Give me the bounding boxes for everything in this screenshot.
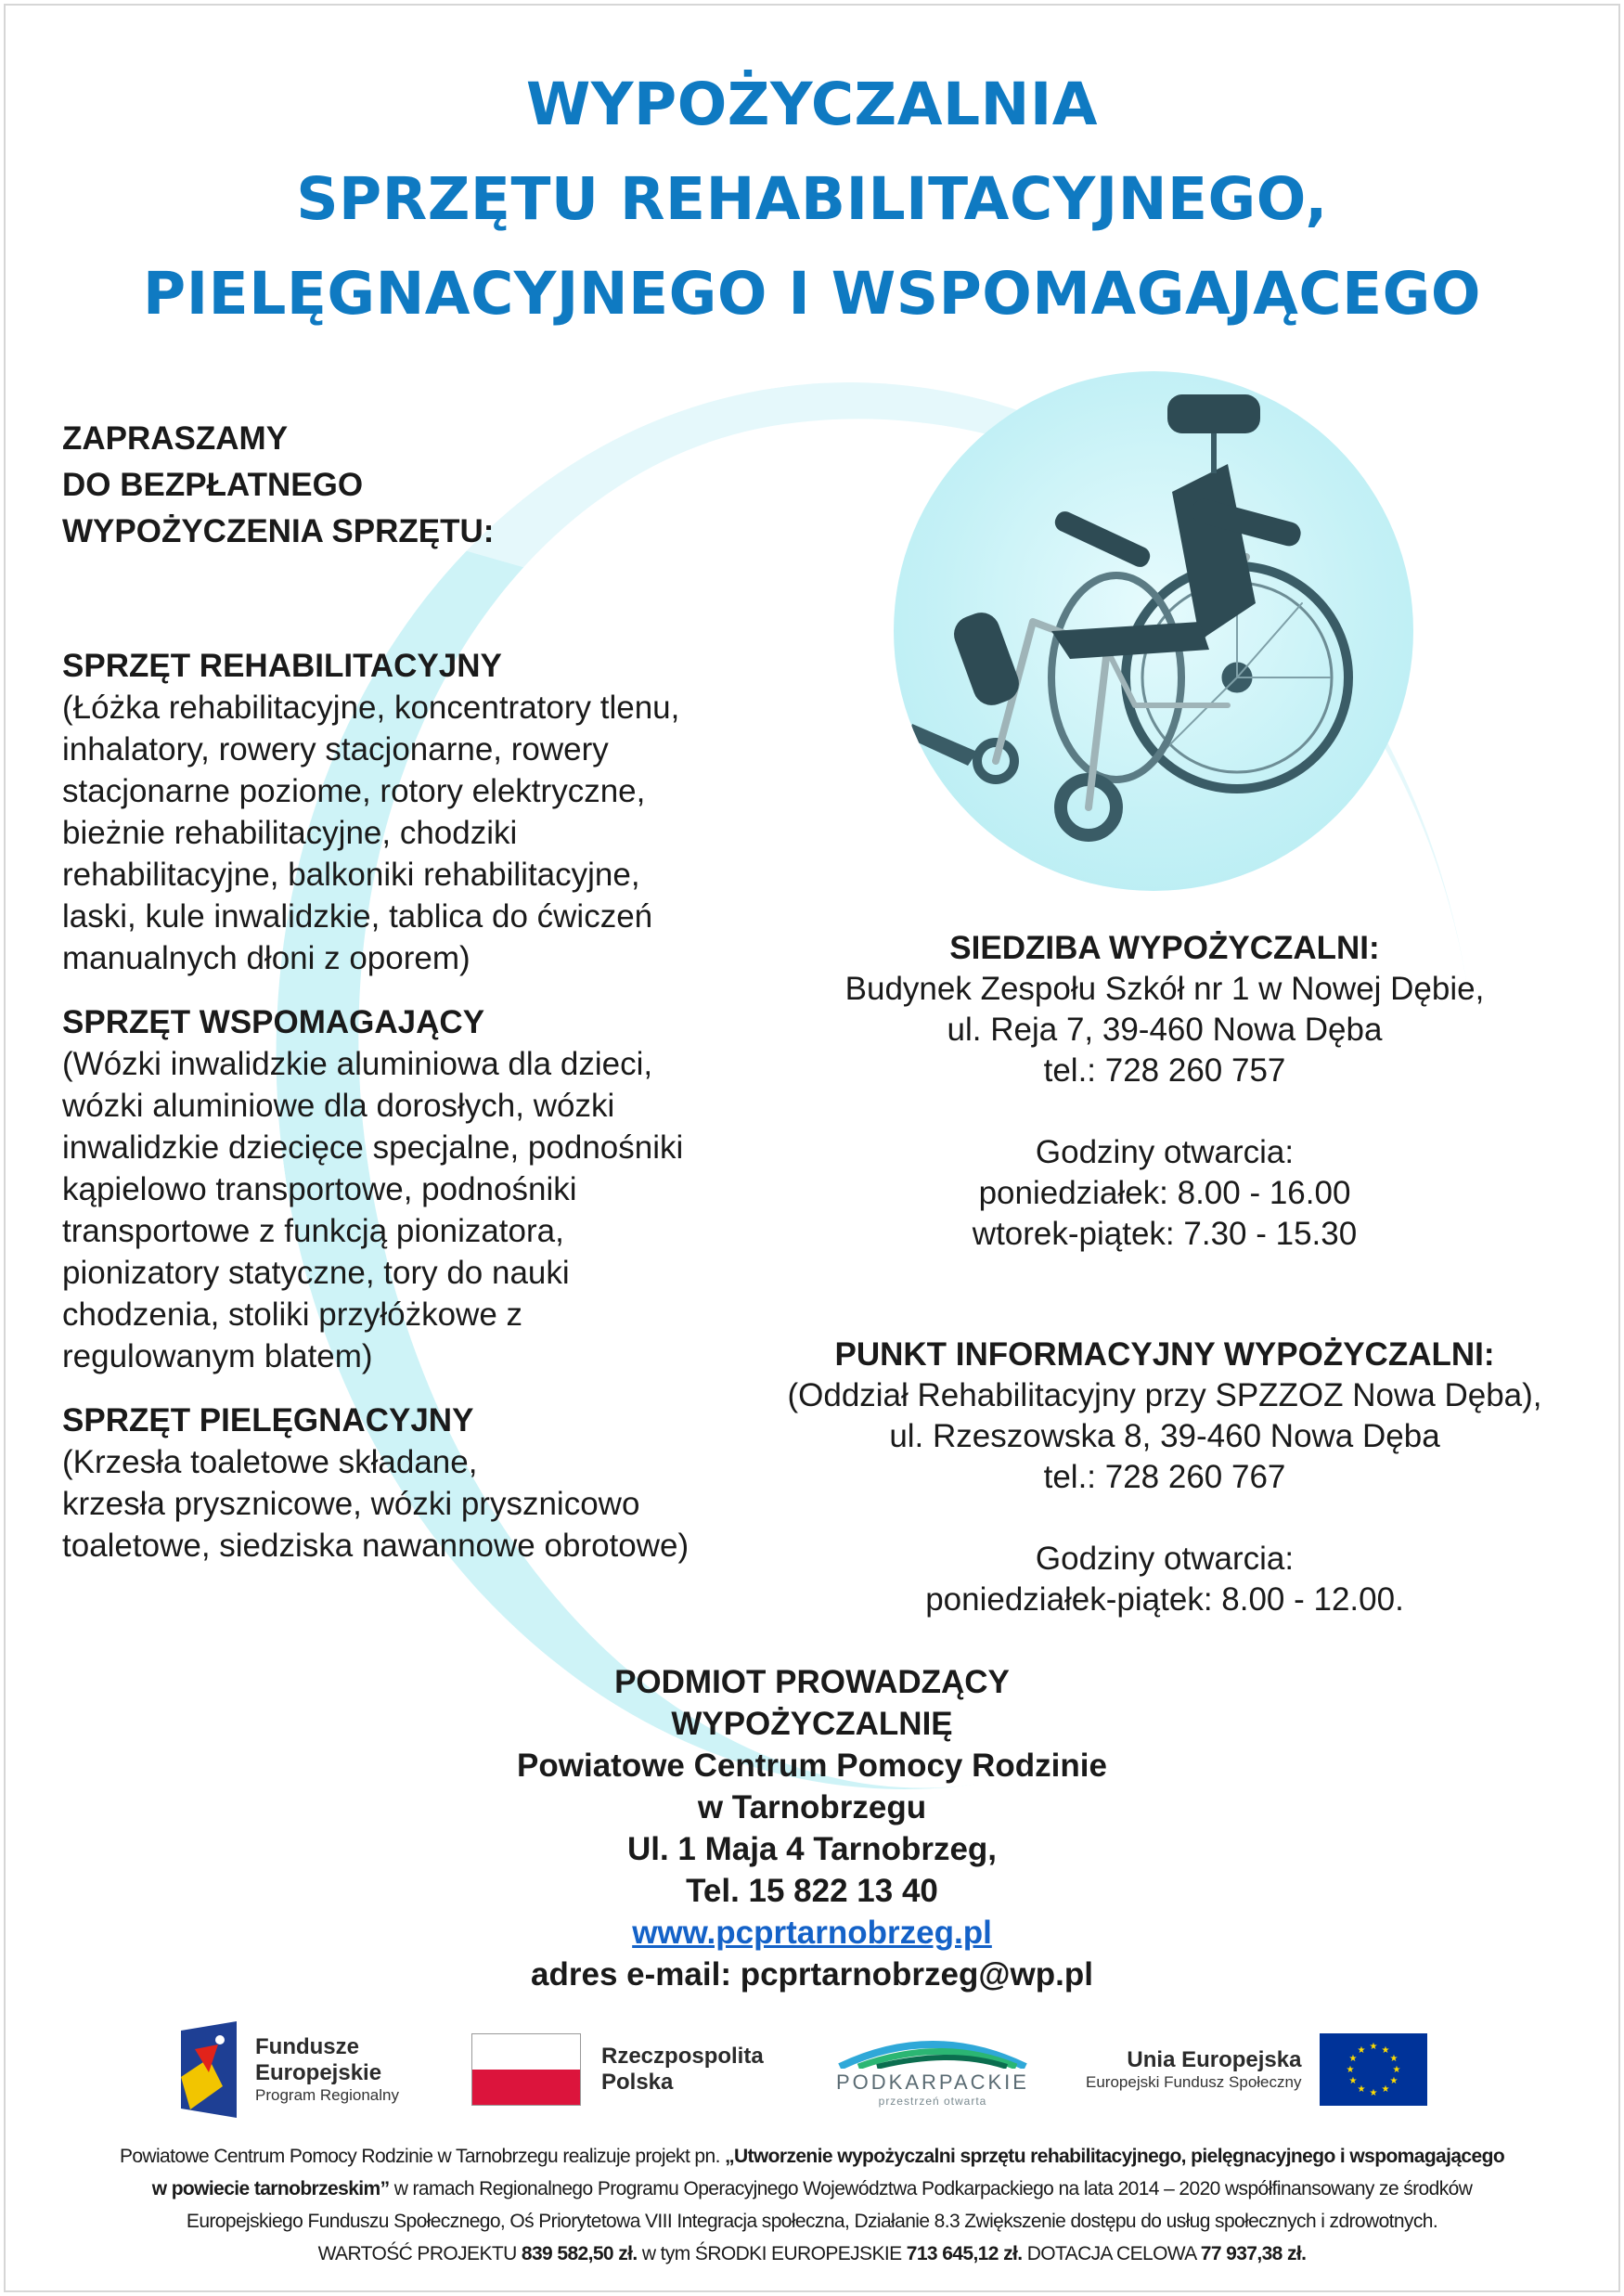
- wheelchair-photo: [894, 371, 1413, 891]
- seat-address-line: ul. Reja 7, 39-460 Nowa Dęba: [947, 1012, 1383, 1048]
- category-line: (Wózki inwalidzkie aluminiowa dla dzieci,: [62, 1046, 653, 1082]
- category-line: regulowanym blatem): [62, 1338, 373, 1374]
- svg-text:★: ★: [1389, 2076, 1398, 2086]
- svg-text:★: ★: [1381, 2084, 1390, 2095]
- category-line: rehabilitacyjne, balkoniki rehabilitacyjne,: [62, 857, 640, 893]
- info-point-line: (Oddział Rehabilitacyjny przy SPZZOZ Nowa Dęba),: [787, 1377, 1542, 1413]
- category-line: kąpielowo transportowe, podnośniki: [62, 1171, 577, 1207]
- rp-line-2: Polska: [601, 2070, 674, 2095]
- svg-text:★: ★: [1346, 2065, 1355, 2075]
- eu-flag-icon: [1320, 2033, 1427, 2106]
- svg-text:★: ★: [1389, 2054, 1398, 2064]
- info-point-hours: poniedziałek-piątek: 8.00 - 12.00.: [925, 1581, 1404, 1618]
- svg-text:★: ★: [1357, 2084, 1366, 2095]
- category-description: [62, 1441, 786, 1567]
- organizer-line: WYPOŻYCZALNIĘ: [671, 1706, 953, 1742]
- category-line: toaletowe, siedziska nawannowe obrotowe): [62, 1528, 690, 1564]
- footer-text: WARTOŚĆ PROJEKTU: [317, 2243, 522, 2264]
- podkarpackie-hills-icon: [831, 2032, 1035, 2069]
- invite-line-3: WYPOŻYCZENIA SPRZĘTU:: [62, 513, 495, 549]
- category-line: manualnych dłoni z oporem): [62, 940, 470, 976]
- info-point-hours-label: Godziny otwarcia:: [1035, 1541, 1295, 1577]
- eu-funds-value: 713 645,12 zł.: [906, 2243, 1023, 2264]
- category-line: inhalatory, rowery stacjonarne, rowery: [62, 731, 609, 767]
- project-value: 839 582,50 zł.: [521, 2243, 638, 2264]
- category-line: krzesła prysznicowe, wózki prysznicowo: [62, 1486, 640, 1522]
- wheelchair-icon: [894, 371, 1413, 891]
- fundusze-europejskie-icon: [181, 2021, 237, 2118]
- category-line: pionizatory statyczne, tory do nauki: [62, 1255, 570, 1291]
- category-line: (Łóżka rehabilitacyjne, koncentratory tlenu,: [62, 690, 680, 726]
- seat-heading: SIEDZIBA WYPOŻYCZALNI:: [949, 930, 1380, 966]
- fe-title: Fundusze Europejskie: [255, 2034, 382, 2085]
- title-line-1: WYPOŻYCZALNIA: [525, 71, 1099, 138]
- footer-text: w tym ŚRODKI EUROPEJSKIE: [637, 2243, 907, 2264]
- fe-subtitle: Program Regionalny: [255, 2086, 399, 2104]
- organizer-name: Powiatowe Centrum Pomocy Rodzinie: [517, 1748, 1107, 1784]
- seat-info: [733, 928, 1596, 1255]
- rp-line-1: Rzeczpospolita: [601, 2044, 764, 2069]
- svg-text:★: ★: [1369, 2042, 1378, 2052]
- info-point-phone: tel.: 728 260 767: [1043, 1459, 1286, 1495]
- footer-line-1: [56, 2140, 1568, 2173]
- subsidy-value: 77 937,38 zł.: [1200, 2243, 1307, 2264]
- organizer-phone: Tel. 15 822 13 40: [686, 1873, 938, 1909]
- svg-text:★: ★: [1348, 2054, 1358, 2064]
- footer-line-4: [56, 2238, 1568, 2270]
- category-line: bieżnie rehabilitacyjne, chodziki: [62, 815, 518, 851]
- organizer-line: PODMIOT PROWADZĄCY: [614, 1664, 1010, 1700]
- seat-hours: wtorek-piątek: 7.30 - 15.30: [972, 1216, 1358, 1252]
- website-link[interactable]: www.pcprtarnobrzeg.pl: [632, 1915, 992, 1951]
- svg-text:★: ★: [1357, 2045, 1366, 2056]
- organizer-address: Ul. 1 Maja 4 Tarnobrzeg,: [626, 1831, 998, 1867]
- category-line: inwalidzkie dziecięce specjalne, podnośniki: [62, 1129, 684, 1166]
- svg-text:★: ★: [1348, 2076, 1358, 2086]
- category-line: stacjonarne poziome, rotory elektryczne,: [62, 773, 646, 809]
- footer-project-name: w powiecie tarnobrzeskim”: [151, 2178, 390, 2199]
- podkarpackie-text: PODKARPACKIE: [836, 2070, 1029, 2094]
- category-rehabilitation: [62, 646, 786, 979]
- footer-line-3: Europejskiego Funduszu Społecznego, Oś Priorytetowa VIII Integracja społeczna, Działanie 8.3 Zwiększenie dostępu do usług społecznych i zdrowotnych.: [186, 2211, 1438, 2232]
- organizer-city: w Tarnobrzegu: [697, 1789, 927, 1825]
- seat-hours-label: Godziny otwarcia:: [1035, 1134, 1295, 1170]
- footer-text: w ramach Regionalnego Programu Operacyjnego Województwa Podkarpackiego na lata 2014 – 2020 współfinansowany ze środków: [389, 2178, 1473, 2199]
- polish-flag-logo: [471, 2014, 764, 2125]
- page-title: [0, 58, 1624, 342]
- category-line: chodzenia, stoliki przyłóżkowe z: [62, 1296, 523, 1333]
- footer-text: DOTACJA CELOWA: [1022, 2243, 1201, 2264]
- category-heading: SPRZĘT REHABILITACYJNY: [62, 648, 502, 684]
- category-line: (Krzesła toaletowe składane,: [62, 1444, 478, 1480]
- footer-text: Powiatowe Centrum Pomocy Rodzinie w Tarnobrzegu realizuje projekt pn.: [119, 2146, 726, 2167]
- category-assistive: [62, 1002, 786, 1377]
- podkarpackie-logo: [831, 2014, 1035, 2125]
- title-line-2: SPRZĘTU REHABILITACYJNEGO,: [296, 165, 1328, 233]
- title-line-3: PIELĘGNACYJNEGO I WSPOMAGAJĄCEGO: [143, 260, 1481, 328]
- category-description: [62, 1043, 786, 1377]
- footer-project-name: „Utworzenie wypożyczalni sprzętu rehabilitacyjnego, pielęgnacyjnego i wspomagającego: [725, 2146, 1505, 2167]
- invitation-heading: [62, 416, 786, 555]
- category-heading: SPRZĘT PIELĘGNACYJNY: [62, 1402, 474, 1438]
- svg-text:★: ★: [1381, 2045, 1390, 2056]
- organizer-block: [0, 1661, 1624, 1995]
- info-point-heading: PUNKT INFORMACYJNY WYPOŻYCZALNI:: [834, 1336, 1495, 1373]
- organizer-email: adres e-mail: pcprtarnobrzeg@wp.pl: [531, 1956, 1093, 1993]
- category-line: wózki aluminiowe dla dorosłych, wózki: [62, 1088, 615, 1124]
- eu-title: Unia Europejska: [1127, 2047, 1302, 2072]
- logo-strip: [0, 2014, 1624, 2125]
- category-care: [62, 1400, 786, 1567]
- equipment-list: [62, 416, 786, 1567]
- eu-subtitle: Europejski Fundusz Społeczny: [1086, 2073, 1302, 2091]
- eu-logo: [1086, 2014, 1427, 2125]
- category-line: laski, kule inwalidzkie, tablica do ćwiczeń: [62, 898, 653, 935]
- podkarpackie-subtitle: przestrzeń otwarta: [878, 2095, 987, 2108]
- invite-line-1: ZAPRASZAMY: [62, 420, 289, 457]
- seat-phone: tel.: 728 260 757: [1043, 1052, 1286, 1089]
- category-line: transportowe z funkcją pionizatora,: [62, 1213, 564, 1249]
- fundusze-europejskie-logo: [181, 2014, 413, 2125]
- seat-address-line: Budynek Zespołu Szkół nr 1 w Nowej Dębie,: [844, 971, 1485, 1007]
- footer-line-2: [56, 2173, 1568, 2205]
- info-point-line: ul. Rzeszowska 8, 39-460 Nowa Dęba: [889, 1418, 1440, 1454]
- funding-footer: [56, 2140, 1568, 2270]
- invite-line-2: DO BEZPŁATNEGO: [62, 467, 364, 503]
- polish-flag-icon: [471, 2033, 581, 2106]
- svg-text:★: ★: [1369, 2088, 1378, 2098]
- category-description: [62, 687, 786, 979]
- category-heading: SPRZĘT WSPOMAGAJĄCY: [62, 1004, 485, 1040]
- info-point: [733, 1335, 1596, 1620]
- svg-text:★: ★: [1392, 2065, 1401, 2075]
- seat-hours: poniedziałek: 8.00 - 16.00: [978, 1175, 1351, 1211]
